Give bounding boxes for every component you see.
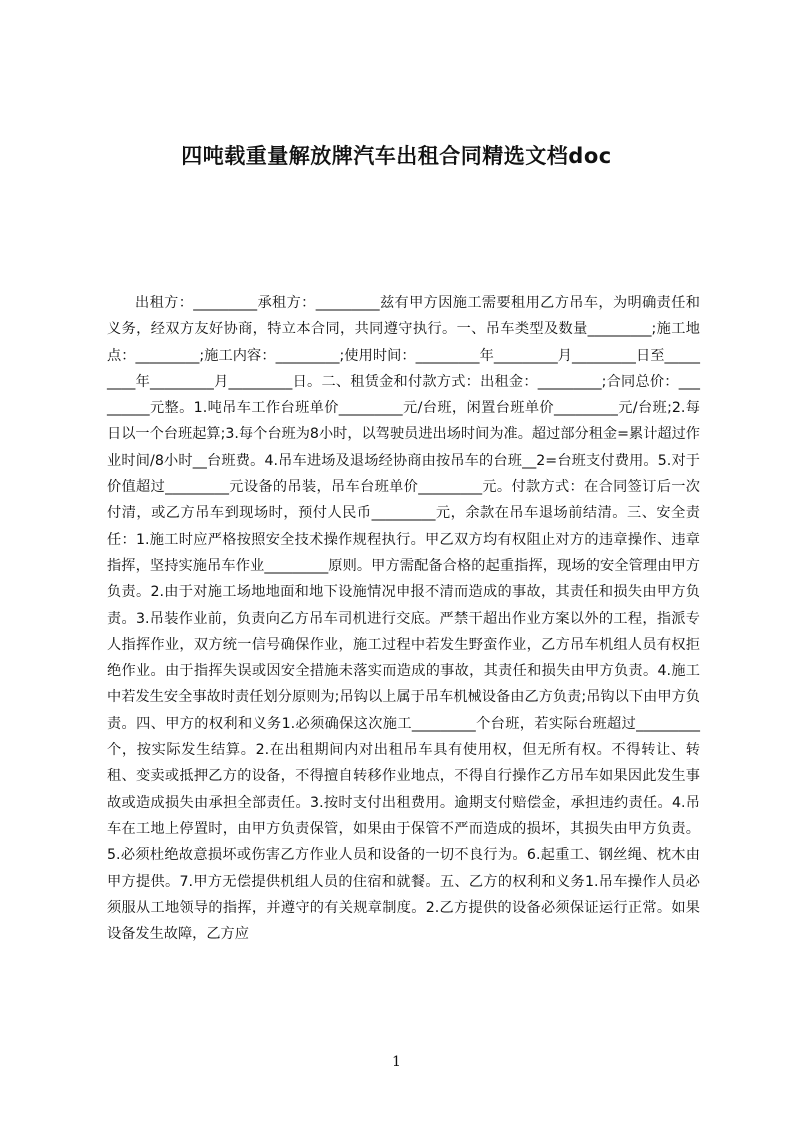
document-title: 四吨载重量解放牌汽车出租合同精选文档doc	[181, 144, 612, 168]
page-number: 1	[392, 1054, 401, 1070]
document-body-paragraph: 出租方：_________承租方：_________兹有甲方因施工需要租用乙方吊车，为明确责任和义务，经双方友好协商，特立本合同，共同遵守执行。一、吊车类型及数量_________;施工地点：_________;施工内容：_________;使用时间：_________年_________月_________日至_________年_________月_________日。二、租赁金和付款方式：出租金：_________;合同总价：_________元整。1.吨吊车工作台班单价_________元/台班，闲置台班单价_________元/台班;2.每日以一个台班起算;3.每个台班为8小时，以驾驶员进出场时间为准。超过部分租金=累计超过作业时间/8小时__台班费。4.吊车进场及退场经协商由按吊车的台班__2=台班支付费用。5.对于价值超过_________元设备的吊装，吊车台班单价_________元。付款方式：在合同签订后一次付清，或乙方吊车到现场时，预付人民币_________元，余款在吊车退场前结清。三、安全责任：1.施工时应严格按照安全技术操作规程执行。甲乙双方均有权阻止对方的违章操作、违章指挥，坚持实施吊车作业_________原则。甲方需配备合格的起重指挥，现场的安全管理由甲方负责。2.由于对施工场地地面和地下设施情况申报不清而造成的事故，其责任和损失由甲方负责。3.吊装作业前，负责向乙方吊车司机进行交底。严禁干超出作业方案以外的工程，指派专人指挥作业，双方统一信号确保作业，施工过程中若发生野蛮作业，乙方吊车机组人员有权拒绝作业。由于指挥失误或因安全措施未落实而造成的事故，其责任和损失由甲方负责。4.施工中若发生安全事故时责任划分原则为;吊钩以上属于吊车机械设备由乙方负责;吊钩以下由甲方负责。四、甲方的权利和义务1.必须确保这次施工_________个台班，若实际台班超过_________个，按实际发生结算。2.在出租期间内对出租吊车具有使用权，但无所有权。不得转让、转租、变卖或抵押乙方的设备，不得擅自转移作业地点，不得自行操作乙方吊车如果因此发生事故或造成损失由承担全部责任。3.按时支付出租费用。逾期支付赔偿金，承担违约责任。4.吊车在工地上停置时，由甲方负责保管，如果由于保管不严而造成的损坏，其损失由甲方负责。5.必须杜绝故意损坏或伤害乙方作业人员和设备的一切不良行为。6.起重工、钢丝绳、枕木由甲方提供。7.甲方无偿提供机组人员的住宿和就餐。五、乙方的权利和义务1.吊车操作人员必须服从工地领导的指挥，并遵守的有关规章制度。2.乙方提供的设备必须保证运行正常。如果设备发生故障，乙方应	[107, 295, 700, 943]
